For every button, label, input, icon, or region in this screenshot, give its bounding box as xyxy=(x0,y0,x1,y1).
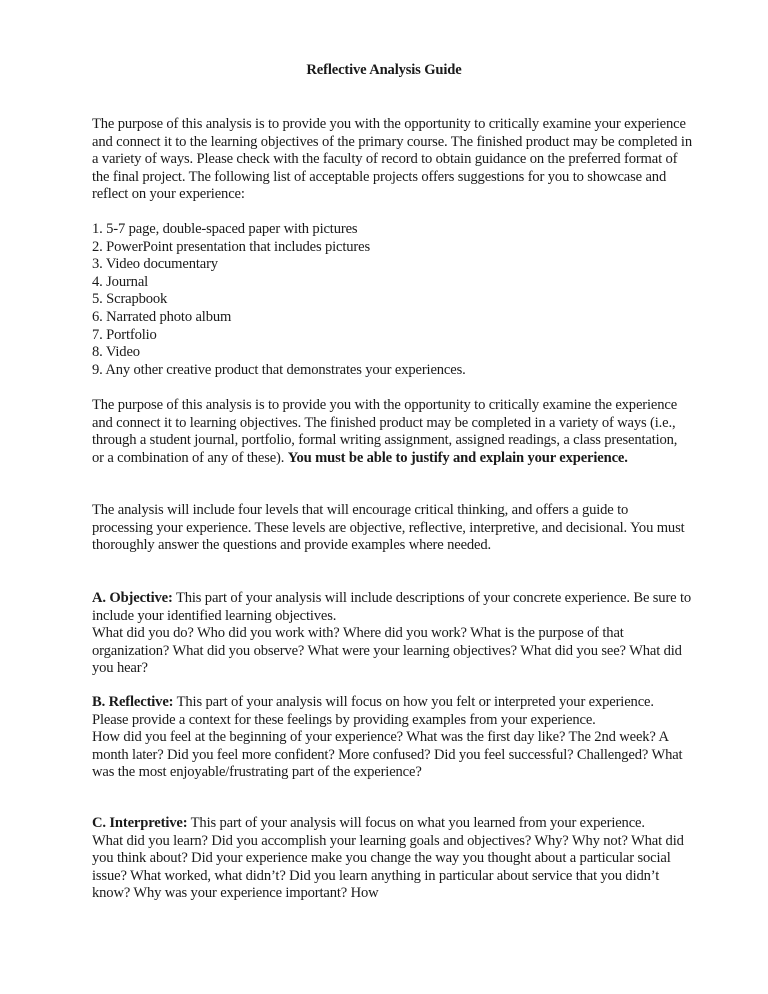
purpose-paragraph xyxy=(92,397,692,467)
project-list xyxy=(92,221,692,379)
section-questions: What did you learn? Did you accomplish your learning goals and objectives? Why? Why not? What did you think about? Did your experience make you change the way you thought about a particular social issue? What worked, what didn’t? Did you learn anything in particular about service that you didn’t know? Why was your experience important? How xyxy=(92,832,684,902)
project-item: 7. Portfolio xyxy=(92,326,157,343)
project-item: 8. Video xyxy=(92,344,140,361)
section-description: This part of your analysis will include descriptions of your concrete experience. Be sure to include your identified learning objectives. xyxy=(92,590,692,624)
project-item: 1. 5-7 page, double-spaced paper with pictures xyxy=(92,221,358,237)
section-questions: How did you feel at the beginning of your experience? What was the first day like? The 2nd week? A month later? Did you feel more confident? More confused? Did you feel successful? Challenged? What was the most enjoyable/frustrating part of the experience? xyxy=(92,729,683,781)
project-item: 6. Narrated photo album xyxy=(92,308,232,325)
project-item: 2. PowerPoint presentation that includes pictures xyxy=(92,238,370,255)
section-heading: A. Objective: xyxy=(92,590,173,606)
purpose-emphasis: You must be able to justify and explain your experience. xyxy=(287,449,628,466)
section-heading: B. Reflective: xyxy=(92,694,174,710)
section-reflective xyxy=(92,694,692,782)
project-item: 9. Any other creative product that demonstrates your experiences. xyxy=(92,361,466,378)
project-item: 4. Journal xyxy=(92,273,149,290)
intro-paragraph: The purpose of this analysis is to provide you with the opportunity to critically examine your experience and connect it to the learning objectives of the primary course. The finished product may be completed in a variety of ways. Please check with the faculty of record to obtain guidance on the preferred format of the final project. The following list of acceptable projects offers suggestions for you to showcase and reflect on your experience: xyxy=(92,116,692,203)
section-description: This part of your analysis will focus on what you learned from your experience. xyxy=(190,815,645,831)
levels-intro-paragraph: The analysis will include four levels that will encourage critical thinking, and offers a guide to processing your experience. These levels are objective, reflective, interpretive, and decisional. You must thoroughly answer the questions and provide examples where needed. xyxy=(92,502,685,554)
section-questions: What did you do? Who did you work with? Where did you work? What is the purpose of that organization? What did you observe? What were your learning objectives? What did you see? What did you hear? xyxy=(92,625,682,677)
project-item: 3. Video documentary xyxy=(92,256,218,273)
section-objective xyxy=(92,590,692,678)
section-description: This part of your analysis will focus on how you felt or interpreted your experience. Please provide a context for these feelings by providing examples from your experience. xyxy=(92,694,654,728)
purpose-text: The purpose of this analysis is to provide you with the opportunity to critically examine the experience and connect it to learning objectives. The finished product may be completed in a variety of ways (i.e., through a student journal, portfolio, formal writing assignment, assigned readings, a class presentation, or a combination of any of these). xyxy=(92,397,678,466)
section-heading: C. Interpretive: xyxy=(92,815,188,831)
section-interpretive xyxy=(92,815,692,903)
project-item: 5. Scrapbook xyxy=(92,291,168,308)
document-title: Reflective Analysis Guide xyxy=(306,62,462,78)
